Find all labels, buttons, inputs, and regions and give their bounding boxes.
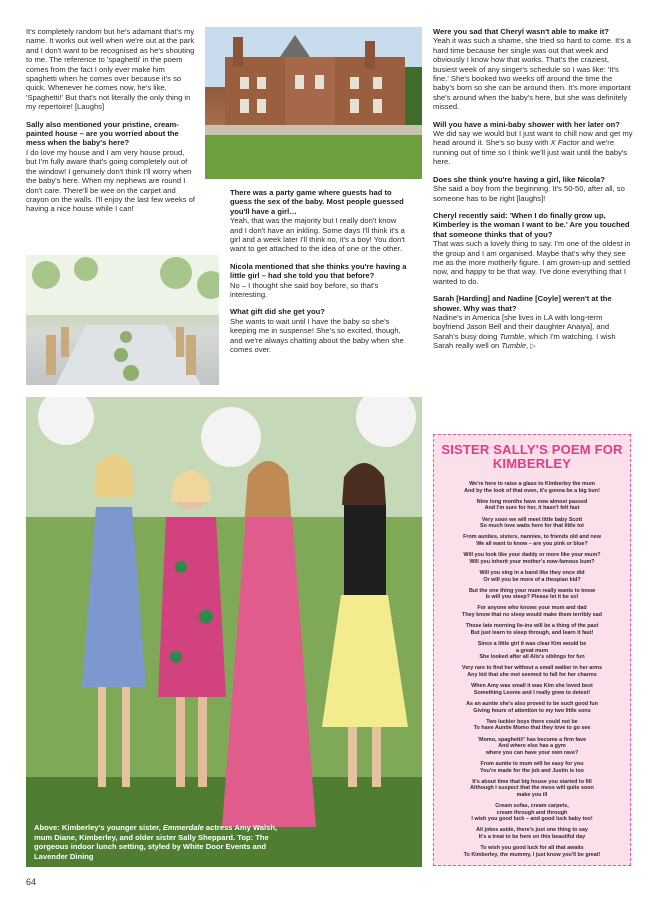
answer-nicola: No – I thought she said boy before, so that's interesting.: [230, 280, 379, 300]
question-house: Sally also mentioned your pristine, cream-painted house – are you worried about the mess when the baby's here?: [26, 119, 179, 148]
column-1-intro: It's completely random but he's adamant that's my name. It works out well when we're out at the park and I don't want to be recognised as he's shouting to me. The reference to 'spaghetti' in the poem comes from the fact I only ever make him spaghetti when he comes over because it's so quick. Whenever he comes now, he's like, 'Spaghetti!' But that's not literally the only thing in my repertoire! [Laughs]: [26, 27, 195, 112]
answer-text: We did say we would but I just want to chill now and get my head around it. She's so busy with: [433, 129, 633, 148]
question-party-game: There was a party game where guests had to guess the sex of the baby. Most people guessed you'll have a girl…: [230, 188, 404, 216]
poem-stanza: It's about time that big house you started to fill Although I suspect that the mess will quite soon make you ill: [470, 778, 594, 798]
manor-house-illustration: [205, 27, 422, 179]
answer-mini-shower: [433, 129, 633, 167]
answer-text: , which I'm watching. I wish Sarah really well on: [433, 331, 616, 351]
poem-stanza: When Amy was small it was Kim she loved best Something Leonie and I really grew to detest!: [471, 683, 593, 696]
poem-stanza: All jokes aside, there's just one thing to say It's a treat to be here on this beautiful day: [476, 827, 588, 841]
caption-text: actress Amy Walsh, mum Diane, Kimberley, and older sister Sally Sheppard.: [34, 823, 278, 842]
show-title: Tumble: [499, 331, 525, 341]
poem-stanza: 'Momo, spaghetti!' has become a firm fave And where else has a gym where you can have your own rave?: [477, 736, 587, 756]
answer-house: I do love my house and I am very house proud, but I'm fully aware that's going completely out of the window! I genuinely don't think I'll worry when the baby's here. When my nephews are round I don't care. There'll be wee on the carpet and crayon on the walls. I'll enjoy the last few weeks of having a nice house while I can!: [26, 147, 196, 214]
poem-stanza: For anyone who knows your mum and dad They know that no sleep would make them terribly sad: [462, 605, 602, 619]
family-group-photo: [26, 397, 422, 867]
poem-stanzas: [440, 481, 624, 858]
show-title: X Factor: [550, 138, 580, 148]
poem-stanza: Since a little girl it was clear Kim would be a great mum She looked after all Alix's siblings for fun: [477, 641, 587, 661]
answer-gift: She wants to wait until I have the baby so she's keeping me in suspense! She's so excited, though, and we're always chatting about the baby when she comes over.: [230, 316, 404, 355]
article-column-3: [433, 27, 633, 360]
poem-stanza: Nine long months have now almost passed And I'm sure for her, it hasn't felt fast: [476, 498, 588, 512]
poem-stanza: We're here to raise a glass to Kimberley the mum And by the look of that oven, it's gonna be a big bun!: [464, 481, 600, 494]
caption-show-title: Emmerdale: [162, 823, 204, 832]
question-girl: Does she think you're having a girl, like Nicola?: [433, 174, 605, 184]
question-sarah-nadine: Sarah [Harding] and Nadine [Coyle] weren't at the shower. Why was that?: [433, 294, 612, 313]
poem-stanza: But the one thing your mum really wants to know Is will you sleep? Please let it be so!: [468, 587, 596, 601]
answer-text: and we're running out of time so I think we'll just wait until the baby's here.: [433, 138, 628, 167]
answer-text: Nadine's in America [she lives in LA with long-term boyfriend Jason Bell and their daughter Anaiya], and Sarah's busy doing: [433, 312, 610, 341]
question-cheryl: Were you sad that Cheryl wasn't able to make it?: [433, 27, 609, 36]
poem-stanza: Will you look like your daddy or more like your mum? Will you inherit your mother's now-famous bum?: [463, 552, 601, 565]
poem-stanza: Cream sofas, cream carpets, cream through and through I wish you good luck – and good luck baby too!: [471, 803, 593, 823]
question-nicola: Nicola mentioned that she thinks you're having a little girl – had she told you that before?: [230, 261, 407, 281]
question-gift: What gift did she get you?: [230, 307, 325, 317]
article-column-2: [230, 188, 410, 363]
page-number: 64: [26, 877, 37, 887]
manor-house-photo: [205, 27, 422, 179]
poem-stanza: As an auntie she's also proved to be such good fun Giving hours of attention to my two little sons: [466, 700, 598, 714]
show-title: Tumble: [501, 341, 527, 351]
poem-stanza: Two luckier boys there could not be To have Auntie Momo that they love to go see: [473, 718, 591, 732]
poem-stanza: From aunties, sisters, nannies, to friends old and new We all want to know – are you pink or blue?: [463, 534, 601, 547]
photo-caption: [34, 823, 294, 861]
question-grow-up: Cheryl recently said: 'When I do finally grow up, Kimberley is the woman I want to be.' Are you touched that someone thinks that of you?: [433, 210, 630, 239]
poem-stanza: Very rare to find her without a small walker in her arms Any kid that she met seemed to fall for her charms: [461, 665, 603, 678]
answer-text: ,: [526, 341, 529, 351]
continue-arrow-icon: ▷: [530, 343, 536, 351]
answer-grow-up: That was such a lovely thing to say. I'm one of the oldest in the group and I am organised. Maybe that's why they see me as the more motherly figure. I am grown-up and settled now, and happy to be that way. I've done everything that I wanted to do.: [433, 239, 631, 286]
poem-stanza: Those late morning lie-ins will be a thing of the past But just learn to sleep through, and learn it fast!: [465, 623, 599, 636]
answer-cheryl: Yeah it was such a shame, she tried so hard to come. It's a hard time because her single was out that week and obviously I know how that works. That's the craziest, busiest week of any singer's schedule so I was like: 'It's fine.' She's booked two weeks off around the time the baby's born so she can be around then. It's more important she's around when the baby's here, but she was definitely missed.: [433, 36, 631, 112]
poem-stanza: Will you sing in a band like they once did Or will you be more of a thespian kid?: [479, 569, 585, 583]
poem-stanza: Very soon we will meet little baby Scott So much love waits here for that little tot: [480, 516, 584, 530]
lunch-table-photo: [26, 255, 219, 385]
caption-lead: Above:: [34, 823, 60, 832]
poem-stanza: From auntie to mum will be easy for you You're made for the job and Justin is too: [480, 760, 584, 774]
question-mini-shower: Will you have a mini-baby shower with her later on?: [433, 119, 620, 129]
caption-lead: Top:: [237, 832, 254, 842]
poem-title: SISTER SALLY'S POEM FOR KIMBERLEY: [441, 442, 623, 471]
article-column-1: [26, 27, 196, 222]
family-group-illustration: [26, 397, 422, 867]
caption-text: Kimberley's younger sister,: [59, 823, 163, 832]
lunch-table-illustration: [26, 255, 219, 385]
answer-sarah-nadine: [433, 313, 633, 352]
poem-stanza: To wish you good luck for all that awaits To Kimberley, the mummy, I just know you'll be great!: [463, 845, 601, 858]
caption-text: The gorgeous indoor lunch setting, styled by White Door Events and Lavender Dining: [34, 832, 269, 861]
answer-party-game: Yeah, that was the majority but I really don't know and I don't have an inkling. Some days I'll think it's a girl and a week later I'll think no, it's a boy! You don't want to get attached to the idea of one or the other.: [230, 216, 405, 254]
answer-girl: She said a boy from the beginning. It's 50-50, after all, so someone has to be right [laughs]!: [433, 184, 625, 203]
poem-box: [433, 434, 631, 866]
